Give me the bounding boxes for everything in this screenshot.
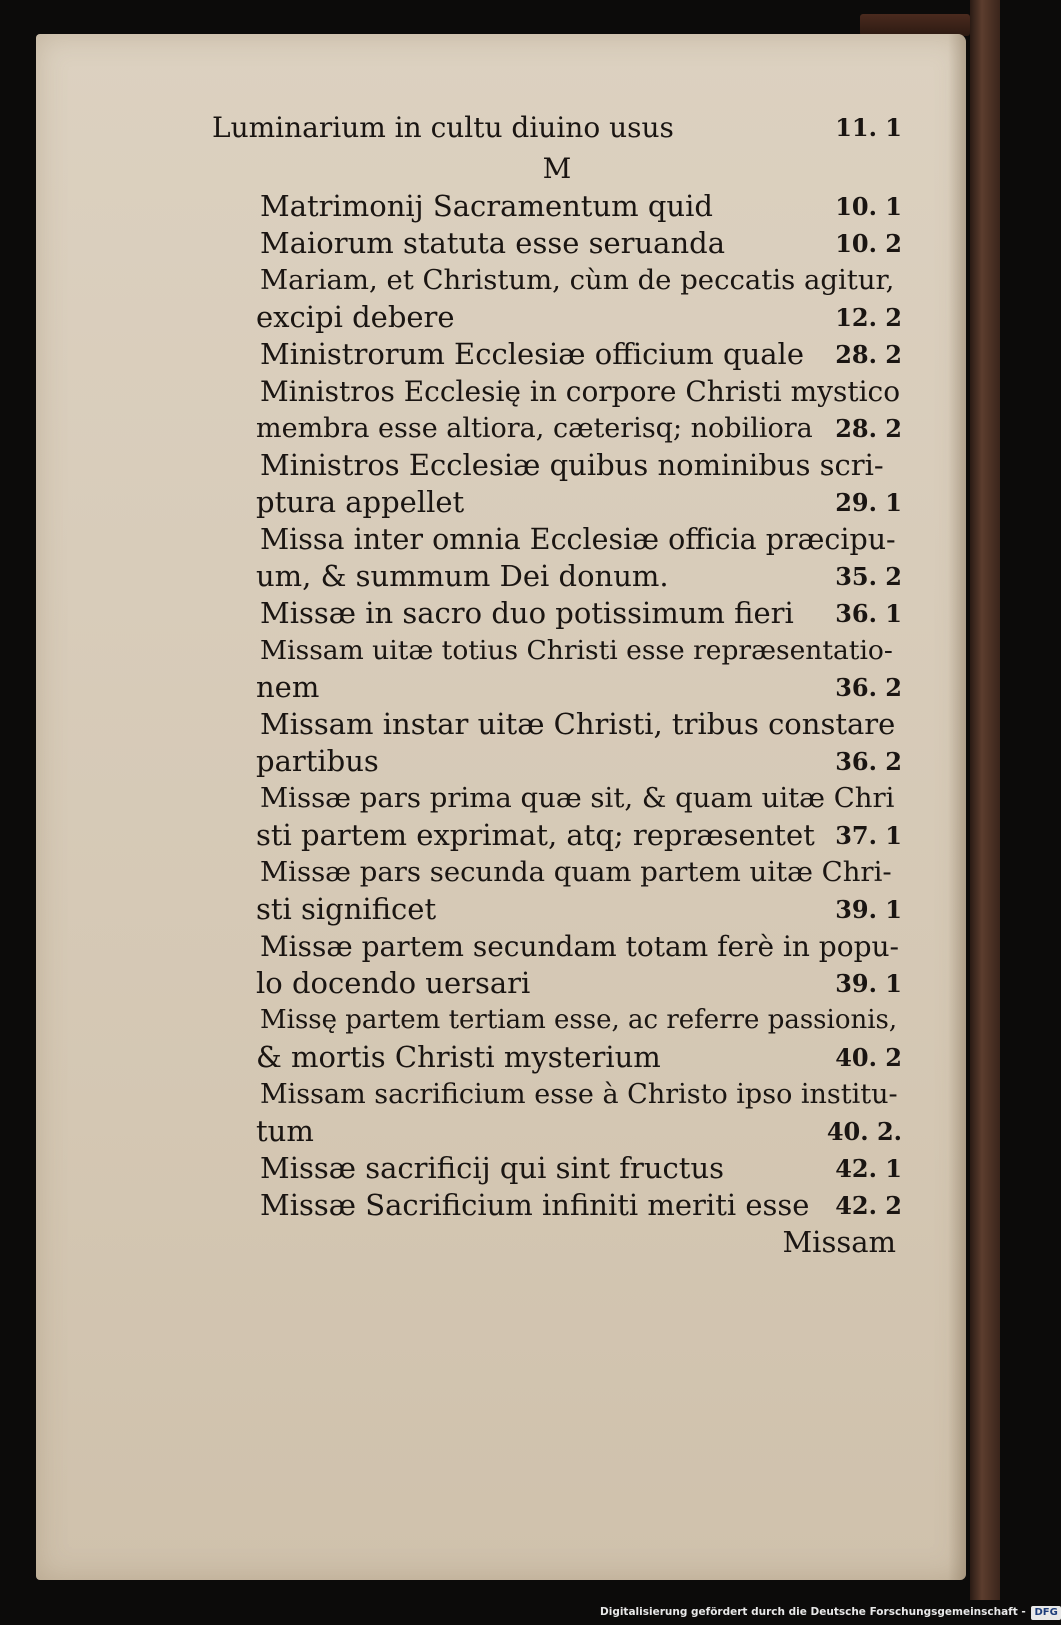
index-entry: Missę partem tertiam esse, ac referre passionis, xyxy=(260,1005,898,1035)
index-entry: Ministros Ecclesię in corpore Christi mystico xyxy=(260,375,901,408)
index-entry: Missæ sacrificij qui sint fructus 42. 1 xyxy=(260,1151,902,1185)
running-header-ref: 11. 1 xyxy=(835,113,902,142)
section-letter xyxy=(212,148,902,188)
index-entry: Matrimonij Sacramentum quid 10. 1 xyxy=(260,189,902,223)
index-entry-continuation: um, & summum Dei donum. 35. 2 xyxy=(256,559,902,593)
digitization-credit-text: Digitalisierung gefördert durch die Deutsche Forschungsgemeinschaft - xyxy=(600,1606,1026,1618)
book-spine-top xyxy=(860,14,970,36)
index-entry-continuation: membra esse altiora, cæterisq; nobiliora 28. 2 xyxy=(256,413,902,444)
index-entry-continuation: partibus 36. 2 xyxy=(256,744,902,778)
running-header xyxy=(212,108,902,148)
index-entry-continuation: nem 36. 2 xyxy=(256,670,902,704)
index-entry-continuation: sti partem exprimat, atq; repræsentet 37. 1 xyxy=(256,818,902,852)
index-entry: Missam instar uitæ Christi, tribus constare xyxy=(260,707,896,741)
running-header-text: Luminarium in cultu diuino usus xyxy=(212,111,674,144)
index-entry: Missæ pars prima quæ sit, & quam uitæ Chri xyxy=(260,782,895,814)
index-entry-continuation: & mortis Christi mysterium 40. 2 xyxy=(256,1040,902,1074)
index-entry: Missæ Sacrificium infiniti meriti esse 42. 2 xyxy=(260,1188,902,1222)
dfg-logo-badge: DFG xyxy=(1031,1606,1060,1620)
index-entry: Ministros Ecclesiæ quibus nominibus scri- xyxy=(260,448,884,482)
index-entry: Missæ partem secundam totam ferè in popu- xyxy=(260,930,899,963)
index-entry-continuation: ptura appellet 29. 1 xyxy=(256,485,902,519)
index-entry: Missæ pars secunda quam partem uitæ Chri- xyxy=(260,856,892,888)
index-entry-continuation: sti significet 39. 1 xyxy=(256,892,902,926)
index-entry-continuation: lo docendo uersari 39. 1 xyxy=(256,966,902,1000)
book-spine xyxy=(970,0,1000,1600)
catchword xyxy=(212,1224,902,1261)
index-entry-continuation: tum 40. 2. xyxy=(256,1114,902,1148)
index-entry: Missæ in sacro duo potissimum fieri 36. 1 xyxy=(260,596,902,630)
page-edge-shadow xyxy=(948,34,966,1580)
section-letter-text: M xyxy=(542,152,572,185)
digitization-credit xyxy=(600,1602,1058,1622)
index-entry: Ministrorum Ecclesiæ officium quale 28. 2 xyxy=(260,337,902,371)
index-entry: Maiorum statuta esse seruanda 10. 2 xyxy=(260,226,902,260)
index-entry: Missa inter omnia Ecclesiæ officia præcipu- xyxy=(260,523,896,556)
index-entry-continuation: excipi debere 12. 2 xyxy=(256,300,902,334)
index-entry: Missam uitæ totius Christi esse repræsentatio- xyxy=(260,635,893,666)
index-entry: Mariam, et Christum, cùm de peccatis agitur, xyxy=(260,264,895,296)
index-text-block xyxy=(212,108,902,1261)
index-entry: Missam sacrificium esse à Christo ipso institu- xyxy=(260,1079,898,1110)
catchword-text: Missam xyxy=(782,1225,896,1259)
